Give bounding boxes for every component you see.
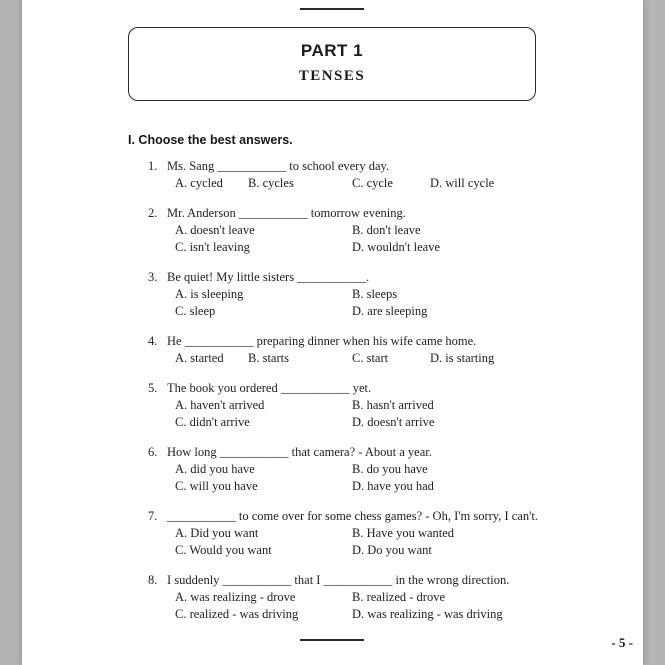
question-stem: ___________ to come over for some chess games? - Oh, I'm sorry, I can't. [167, 509, 538, 523]
question-7 [148, 508, 628, 559]
question-text-line [148, 205, 628, 222]
option-B: B. don't leave [352, 223, 421, 237]
question-2 [148, 205, 628, 256]
question-number: 2. [148, 206, 158, 220]
option-A: A. doesn't leave [175, 223, 255, 237]
section-heading: I. Choose the best answers. [128, 133, 293, 147]
part-title: PART 1 [300, 41, 364, 60]
options [148, 350, 628, 367]
question-stem: How long ___________ that camera? - About a year. [167, 445, 432, 459]
option-A: A. started [175, 351, 224, 365]
option-C: C. start [352, 351, 389, 365]
title-box [128, 27, 536, 101]
question-number: 1. [148, 159, 158, 173]
question-number: 7. [148, 509, 158, 523]
question-8 [148, 572, 628, 623]
question-number: 3. [148, 270, 158, 284]
option-A: A. did you have [175, 462, 255, 476]
options [148, 589, 628, 623]
option-A: A. Did you want [175, 526, 259, 540]
options [148, 525, 628, 559]
option-B: B. do you have [352, 462, 428, 476]
question-6 [148, 444, 628, 495]
question-stem: The book you ordered ___________ yet. [167, 381, 372, 395]
question-text-line [148, 572, 628, 589]
options [148, 175, 628, 192]
bottom-rule [300, 639, 364, 641]
questions-list [148, 158, 628, 636]
part-subtitle: TENSES [298, 68, 366, 84]
options [148, 461, 628, 495]
option-A: A. haven't arrived [175, 398, 265, 412]
option-B: B. Have you wanted [352, 526, 455, 540]
question-text-line [148, 444, 628, 461]
question-3 [148, 269, 628, 320]
question-stem: He ___________ preparing dinner when his wife came home. [167, 334, 477, 348]
question-text-line [148, 269, 628, 286]
option-C: C. isn't leaving [175, 240, 250, 254]
question-stem: Mr. Anderson ___________ tomorrow evening. [167, 206, 406, 220]
option-A: A. is sleeping [175, 287, 244, 301]
option-B: B. starts [248, 351, 289, 365]
option-B: B. cycles [248, 176, 294, 190]
question-text-line [148, 333, 628, 350]
option-D: D. Do you want [352, 543, 432, 557]
question-text-line [148, 158, 628, 175]
option-B: B. hasn't arrived [352, 398, 434, 412]
option-C: C. cycle [352, 176, 393, 190]
option-B: B. realized - drove [352, 590, 446, 604]
option-D: D. was realizing - was driving [352, 607, 503, 621]
option-A: A. cycled [175, 176, 223, 190]
options [148, 222, 628, 256]
option-D: D. wouldn't leave [352, 240, 440, 254]
option-C: C. realized - was driving [175, 607, 299, 621]
page-number: - 5 - [611, 635, 633, 650]
options [148, 286, 628, 320]
option-C: C. will you have [175, 479, 258, 493]
option-B: B. sleeps [352, 287, 398, 301]
question-text-line [148, 380, 628, 397]
option-D: D. is starting [430, 351, 495, 365]
question-text-line [148, 508, 628, 525]
question-stem: I suddenly ___________ that I ___________ in the wrong direction. [167, 573, 510, 587]
question-number: 8. [148, 573, 158, 587]
option-D: D. are sleeping [352, 304, 428, 318]
question-1 [148, 158, 628, 192]
option-C: C. Would you want [175, 543, 272, 557]
top-rule [300, 8, 364, 10]
document-page [22, 0, 643, 665]
question-stem: Be quiet! My little sisters ___________. [167, 270, 370, 284]
question-5 [148, 380, 628, 431]
question-number: 4. [148, 334, 158, 348]
option-C: C. didn't arrive [175, 415, 250, 429]
option-D: D. have you had [352, 479, 434, 493]
option-A: A. was realizing - drove [175, 590, 296, 604]
options [148, 397, 628, 431]
option-D: D. doesn't arrive [352, 415, 435, 429]
question-4 [148, 333, 628, 367]
option-C: C. sleep [175, 304, 216, 318]
question-number: 5. [148, 381, 158, 395]
option-D: D. will cycle [430, 176, 495, 190]
question-stem: Ms. Sang ___________ to school every day. [167, 159, 390, 173]
question-number: 6. [148, 445, 158, 459]
